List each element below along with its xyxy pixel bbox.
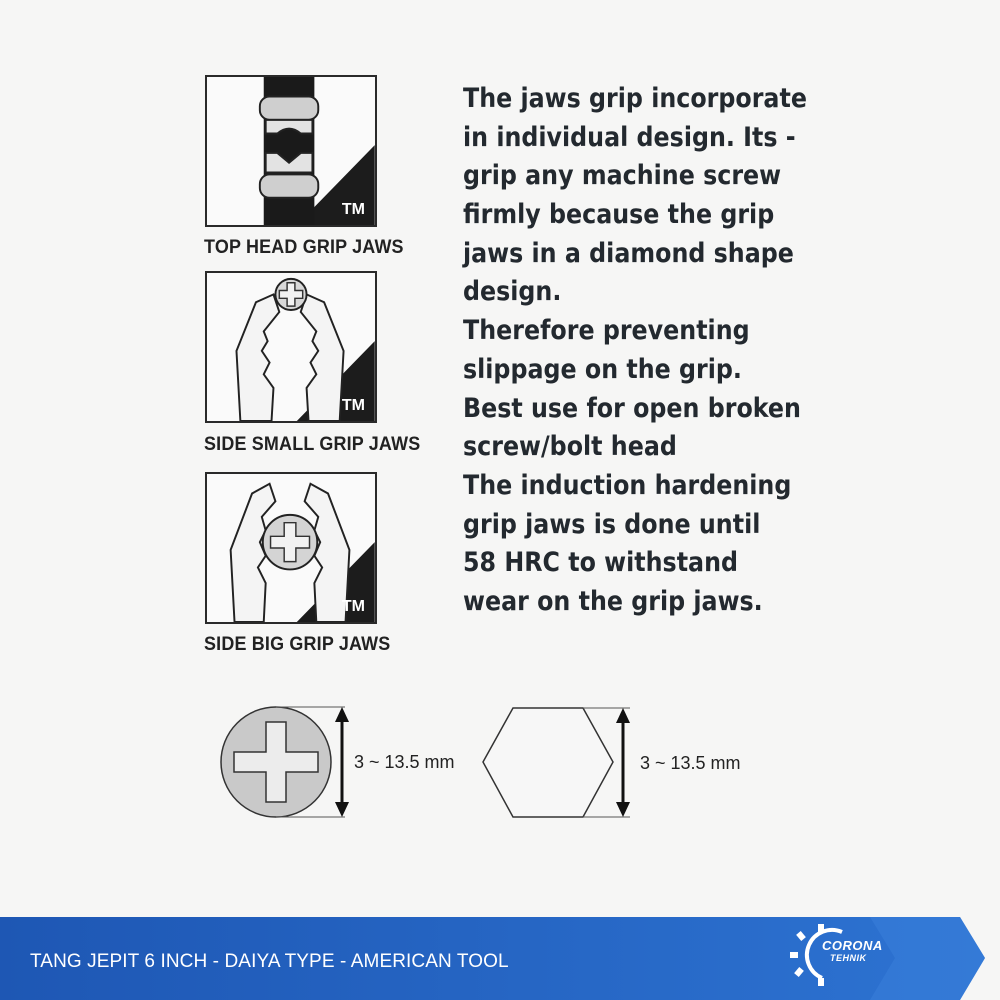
- trademark-badge: TM: [341, 201, 365, 218]
- top-head-grip-jaws-caption: TOP HEAD GRIP JAWS: [204, 236, 404, 258]
- description-text: [463, 80, 807, 622]
- description-line: jaws in a diamond shape: [463, 237, 794, 269]
- description-line: The jaws grip incorporate: [463, 83, 807, 114]
- top-head-grip-jaws-panel: [205, 75, 377, 227]
- description-line: Therefore preventing: [463, 315, 750, 347]
- side-small-grip-jaws-caption: SIDE SMALL GRIP JAWS: [204, 433, 421, 455]
- description-line: The induction hardening: [463, 469, 792, 501]
- side-big-grip-jaws-panel: [205, 472, 377, 624]
- description-line: design.: [463, 276, 562, 308]
- hex-bolt-dimension-icon: [480, 700, 640, 825]
- description-line: firmly because the grip: [463, 199, 775, 231]
- description-line: grip jaws is done until: [463, 508, 761, 540]
- screw-size-range-label: 3 ~ 13.5 mm: [354, 752, 455, 772]
- logo-text-tehnik: TEHNIK: [830, 953, 867, 963]
- description-line: grip any machine screw: [463, 160, 782, 192]
- description-line: wear on the grip jaws.: [463, 585, 763, 617]
- product-title: TANG JEPIT 6 INCH - DAIYA TYPE - AMERICAN TOOL: [30, 951, 509, 972]
- description-line: 58 HRC to withstand: [463, 547, 739, 579]
- bolt-size-range-label: 3 ~ 13.5 mm: [640, 753, 741, 773]
- side-big-grip-jaws-caption: SIDE BIG GRIP JAWS: [204, 633, 391, 655]
- description-line: screw/bolt head: [463, 431, 677, 463]
- description-line: Best use for open broken: [463, 392, 801, 424]
- trademark-badge: TM: [341, 598, 365, 615]
- phillips-screw-dimension-icon: [215, 700, 365, 825]
- side-small-grip-jaws-panel: [205, 271, 377, 423]
- description-line: slippage on the grip.: [463, 353, 742, 385]
- description-line: in individual design. Its -: [463, 121, 796, 153]
- logo-text-corona: CORONA: [822, 938, 883, 953]
- trademark-badge: TM: [341, 397, 365, 414]
